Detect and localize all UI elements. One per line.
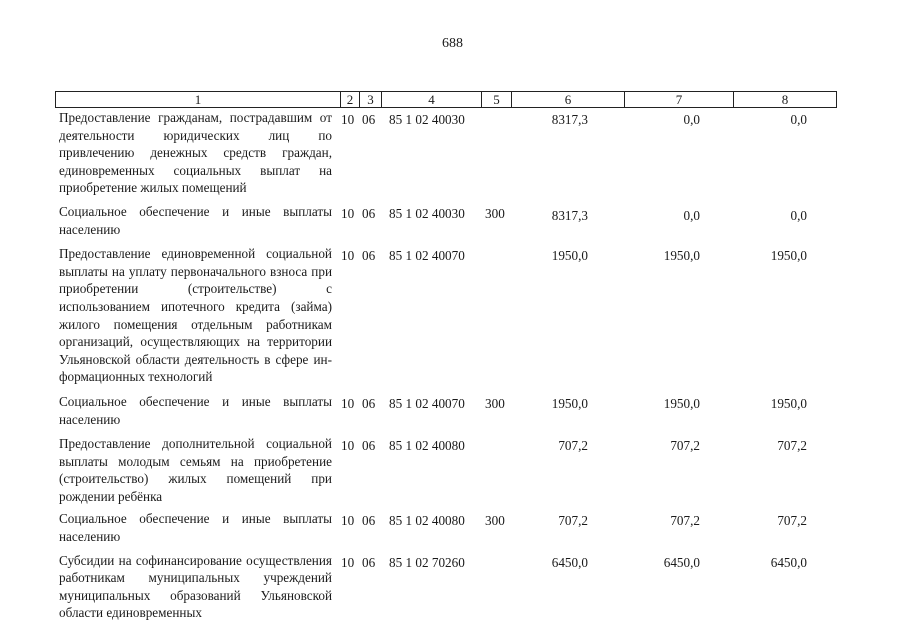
row-col-5: 300 <box>485 205 505 221</box>
table-header <box>55 91 837 108</box>
row-col-6: 1950,0 <box>551 395 588 411</box>
row-col-3: 06 <box>362 395 376 411</box>
row-col-2: 10 <box>341 112 355 127</box>
row-description: Социальное обеспечение и иные выплаты населению <box>59 511 332 545</box>
row-col-8: 0,0 <box>790 112 807 127</box>
header-col-2: 2 <box>341 92 360 107</box>
row-col-4: 85 1 02 70260 <box>389 554 465 570</box>
row-description: Социальное обеспечение и иные выплаты населению <box>59 203 332 237</box>
row-description: Социальное обеспечение и иные выплаты населению <box>59 393 332 427</box>
table-row <box>0 552 905 622</box>
row-col-7: 707,2 <box>670 438 700 454</box>
row-col-8: 707,2 <box>777 513 807 529</box>
table-row <box>0 109 905 197</box>
row-col-2: 10 <box>341 395 355 411</box>
table-row <box>0 245 905 386</box>
row-col-8: 1950,0 <box>770 248 807 264</box>
row-col-8: 0,0 <box>790 207 807 223</box>
header-col-4: 4 <box>382 92 482 107</box>
row-col-3: 06 <box>362 513 376 529</box>
row-col-2: 10 <box>341 554 355 570</box>
row-col-3: 06 <box>362 438 376 454</box>
row-col-4: 85 1 02 40030 <box>389 205 465 221</box>
row-col-3: 06 <box>362 248 376 264</box>
row-col-4: 85 1 02 40070 <box>389 248 465 264</box>
row-col-5: 300 <box>485 395 505 411</box>
row-col-2: 10 <box>341 513 355 529</box>
row-description: Предоставление гражданам, пострадавшим от деятельности юридических лиц по привлечению денежных средств граждан, единовременных социальных выплат на приобретение жилых помещений <box>59 110 332 196</box>
row-col-4: 85 1 02 40030 <box>389 112 465 127</box>
row-description: Субсидии на софинансирование осуществления работникам муниципальных учреждений муниципальных образований Ульяновской области единовременных <box>59 552 332 621</box>
row-col-3: 06 <box>362 112 376 127</box>
row-col-2: 10 <box>341 205 355 221</box>
row-col-4: 85 1 02 40080 <box>389 438 465 454</box>
row-col-8: 707,2 <box>777 438 807 454</box>
row-col-7: 1950,0 <box>663 248 700 264</box>
row-col-7: 1950,0 <box>663 395 700 411</box>
page-number: 688 <box>442 36 463 51</box>
header-col-6: 6 <box>512 92 625 107</box>
row-col-8: 6450,0 <box>770 554 807 570</box>
row-col-7: 707,2 <box>670 513 700 529</box>
row-col-6: 8317,3 <box>551 112 588 127</box>
header-col-1: 1 <box>56 92 341 107</box>
table-row <box>0 510 905 545</box>
row-col-3: 06 <box>362 205 376 221</box>
row-col-7: 0,0 <box>683 112 700 127</box>
row-col-7: 0,0 <box>683 207 700 223</box>
row-col-6: 1950,0 <box>551 248 588 264</box>
header-col-8: 8 <box>781 92 789 107</box>
row-col-6: 707,2 <box>558 513 588 529</box>
row-col-2: 10 <box>341 248 355 264</box>
header-col-5: 5 <box>482 92 512 107</box>
header-col-3: 3 <box>360 92 382 107</box>
row-col-4: 85 1 02 40080 <box>389 513 465 529</box>
row-description: Предоставление единовременной социальной выплаты на уплату первоначального взноса при приобретении (строительстве) с использованием ипотечного кредита (займа) жилого помещения отдельным работникам организаций, осуществляющих на территории Ульяновской области деятельность в сфере информационных технологий <box>59 246 332 385</box>
row-col-2: 10 <box>341 438 355 454</box>
row-col-8: 1950,0 <box>770 395 807 411</box>
row-col-6: 6450,0 <box>551 554 588 570</box>
row-col-6: 707,2 <box>558 438 588 454</box>
row-description: Предоставление дополнительной социальной выплаты молодым семьям на приобретение (строительство) жилых помещений при рождении ребёнка <box>59 436 332 504</box>
row-col-3: 06 <box>362 554 376 570</box>
table-row <box>0 393 905 428</box>
row-col-7: 6450,0 <box>663 554 700 570</box>
header-col-7: 7 <box>625 92 734 107</box>
row-col-4: 85 1 02 40070 <box>389 395 465 411</box>
row-col-5: 300 <box>485 513 505 529</box>
table-row <box>0 203 905 238</box>
table-row <box>0 435 905 505</box>
row-col-6: 8317,3 <box>551 207 588 223</box>
table-body <box>0 109 905 622</box>
